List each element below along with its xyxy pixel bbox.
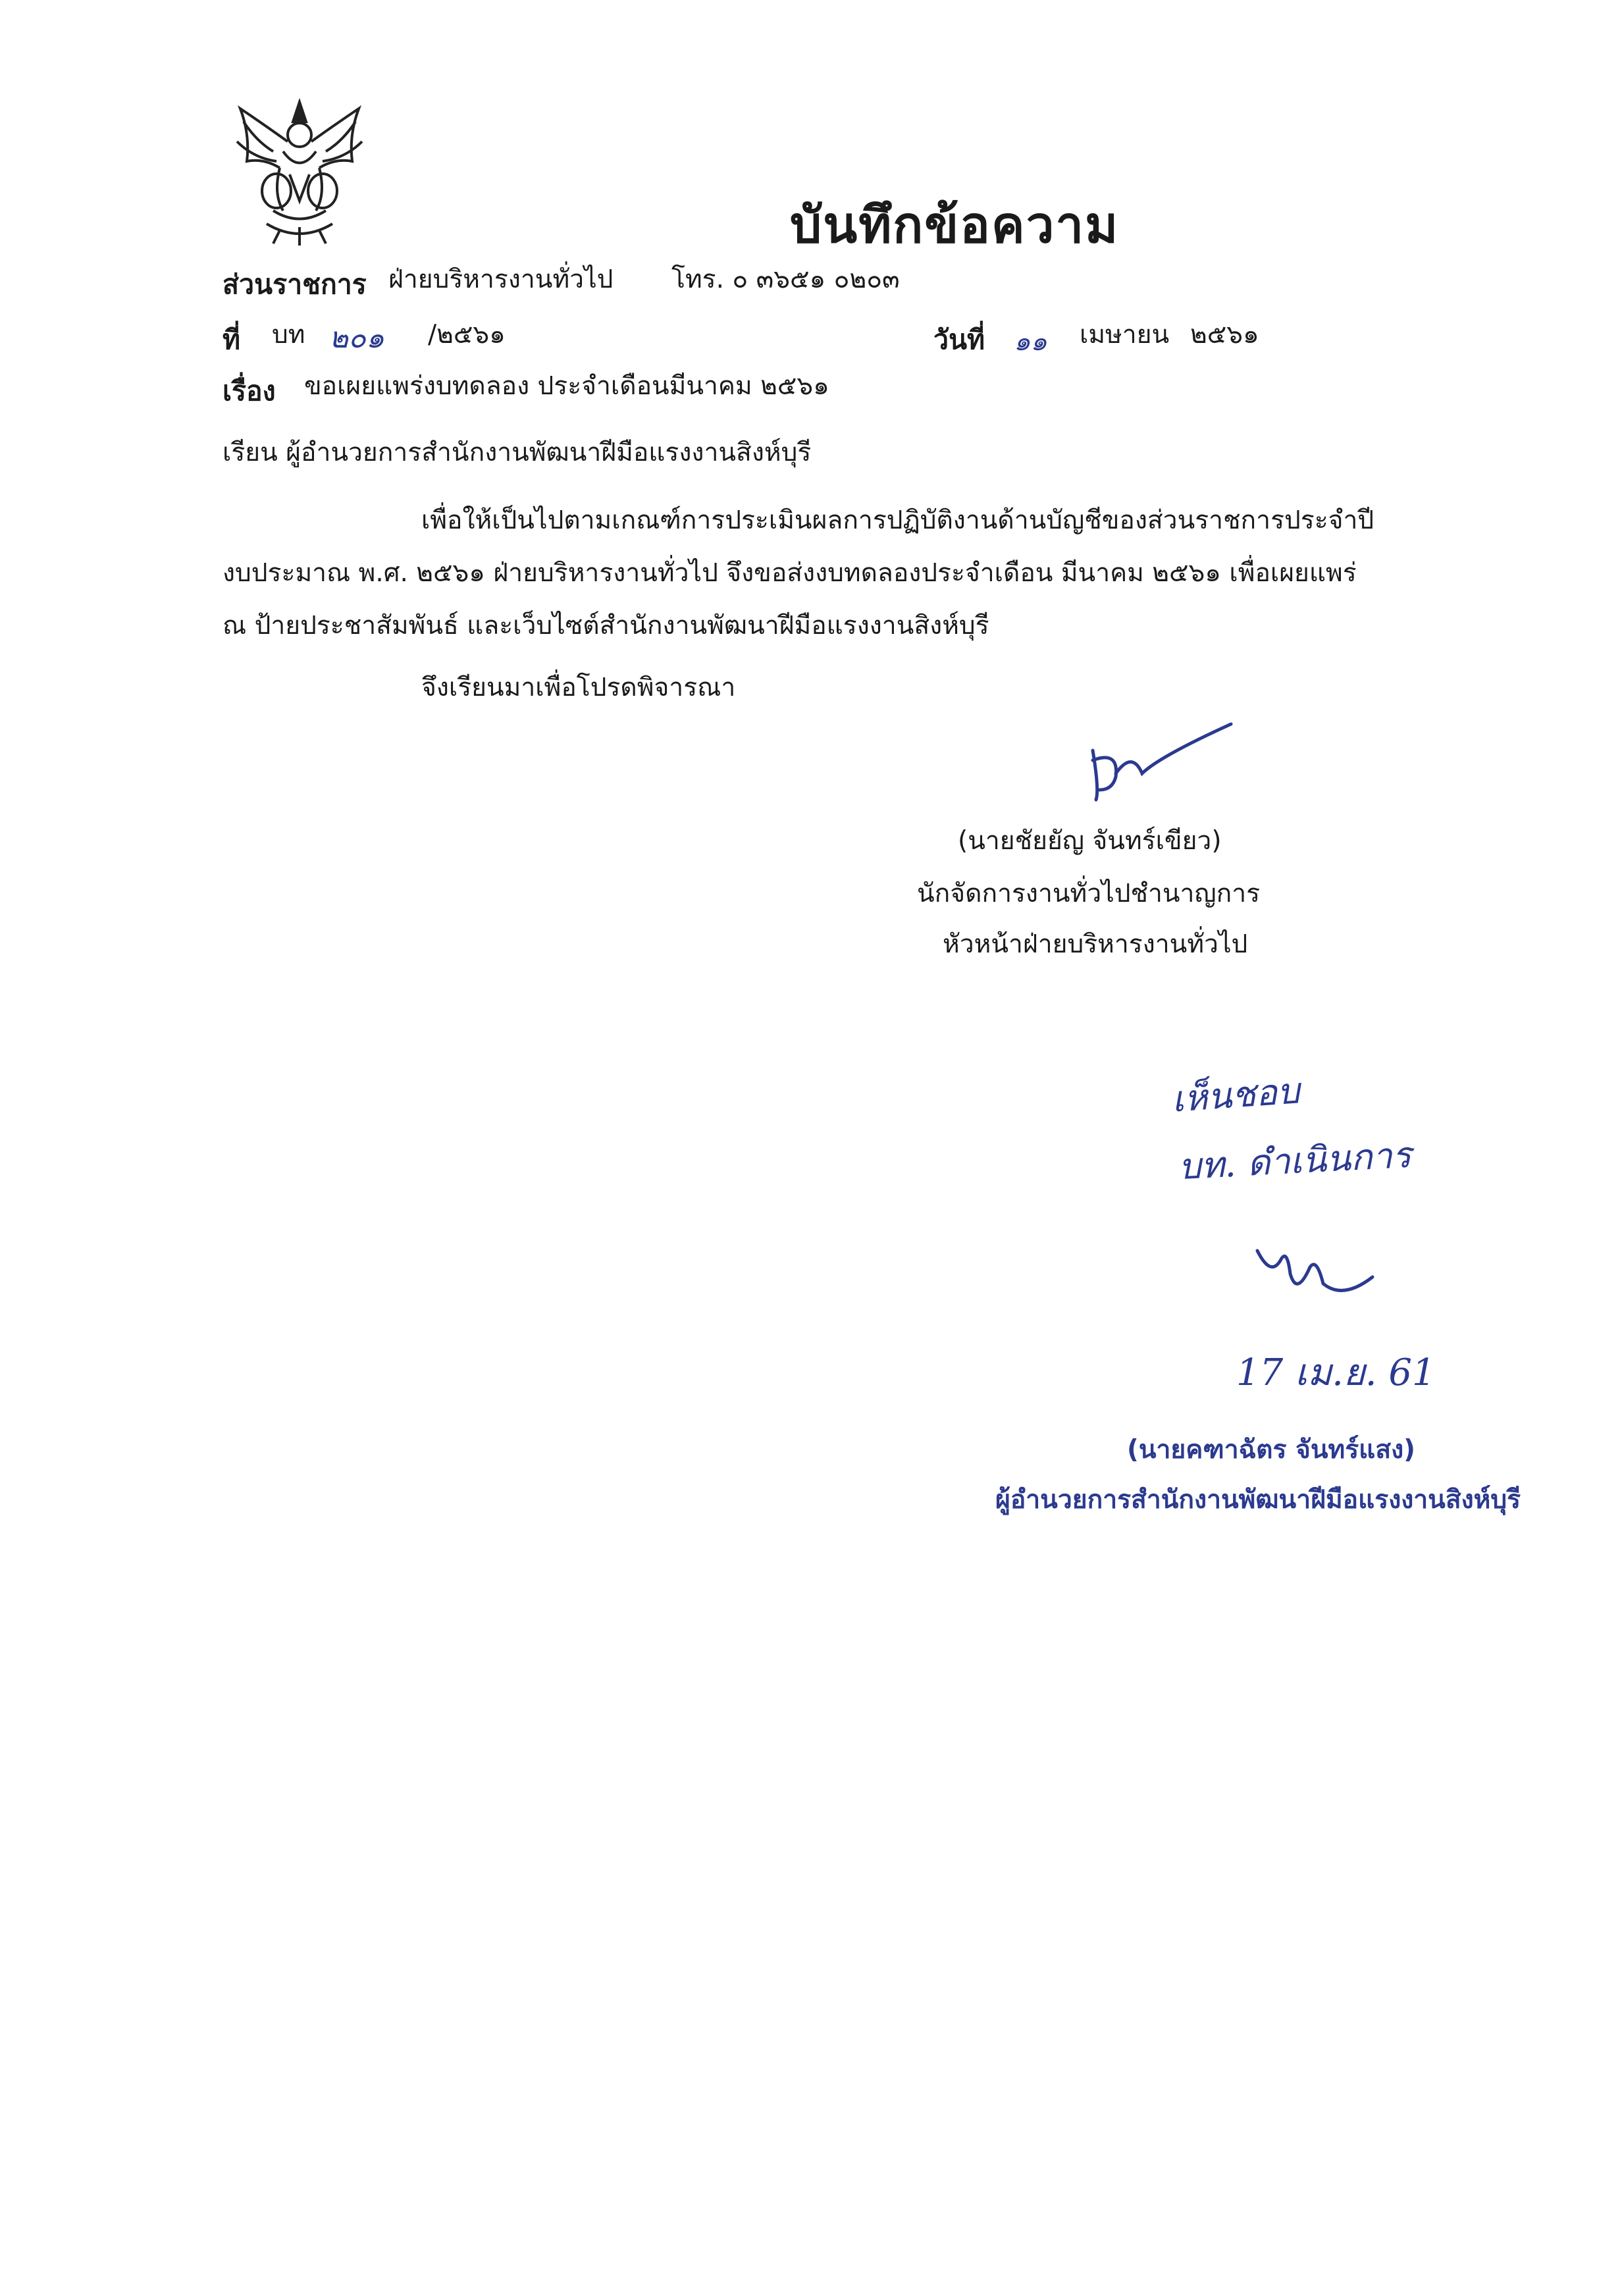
- approval-date: 17 เม.ย. 61: [1236, 1351, 1436, 1394]
- body-paragraph-line: ณ ป้ายประชาสัมพันธ์ และเว็บไซต์สำนักงานพัฒนาฝีมือแรงงานสิงห์บุรี: [222, 611, 989, 640]
- body-paragraph-line: เพื่อให้เป็นไปตามเกณฑ์การประเมินผลการปฏิบัติงานด้านบัญชีของส่วนราชการประจำปี: [421, 506, 1374, 535]
- signer-1-position: นักจัดการงานทั่วไปชำนาญการ: [917, 879, 1261, 908]
- reference-year: /๒๕๖๑: [428, 320, 506, 350]
- phone-number: โทร. ๐ ๓๖๕๑ ๐๒๐๓: [671, 265, 900, 294]
- agency-value: ฝ่ายบริหารงานทั่วไป: [388, 265, 614, 294]
- approval-note: เห็นชอบ: [1170, 1070, 1301, 1120]
- date-day: ๑๑: [1014, 326, 1047, 357]
- signer-2-name: (นายคฑาฉัตร จันทร์แสง): [1127, 1435, 1415, 1465]
- signer-1-role: หัวหน้าฝ่ายบริหารงานทั่วไป: [943, 929, 1248, 959]
- reference-number: ๒๐๑: [329, 321, 384, 355]
- agency-label: ส่วนราชการ: [222, 269, 367, 300]
- signature-2-icon: [1251, 1238, 1376, 1310]
- date-month: เมษายน: [1080, 320, 1170, 350]
- reference-label: ที่: [222, 324, 241, 355]
- date-year: ๒๕๖๑: [1190, 320, 1259, 350]
- body-paragraph-line: งบประมาณ พ.ศ. ๒๕๖๑ ฝ่ายบริหารงานทั่วไป จึงขอส่งงบทดลองประจำเดือน มีนาคม ๒๕๖๑ เพื่อเผยแพร่: [222, 558, 1357, 588]
- date-label: วันที่: [933, 324, 985, 355]
- closing-line: จึงเรียนมาเพื่อโปรดพิจารณา: [421, 673, 736, 702]
- subject-label: เรื่อง: [222, 375, 276, 407]
- signer-2-title: ผู้อำนวยการสำนักงานพัฒนาฝีมือแรงงานสิงห์บุรี: [995, 1485, 1521, 1515]
- approval-instruction: บท. ดำเนินการ: [1177, 1134, 1413, 1188]
- garuda-emblem-icon: [227, 95, 372, 247]
- subject-value: ขอเผยแพร่งบทดลอง ประจำเดือนมีนาคม ๒๕๖๑: [304, 371, 829, 401]
- signature-1-icon: [1080, 711, 1238, 803]
- signer-1-name: (นายชัยยัญ จันทร์เขียว): [958, 826, 1222, 856]
- memo-title: บันทึกข้อความ: [790, 196, 1120, 254]
- salutation: เรียน ผู้อำนวยการสำนักงานพัฒนาฝีมือแรงงานสิงห์บุรี: [222, 438, 812, 467]
- reference-prefix: บท: [272, 320, 305, 350]
